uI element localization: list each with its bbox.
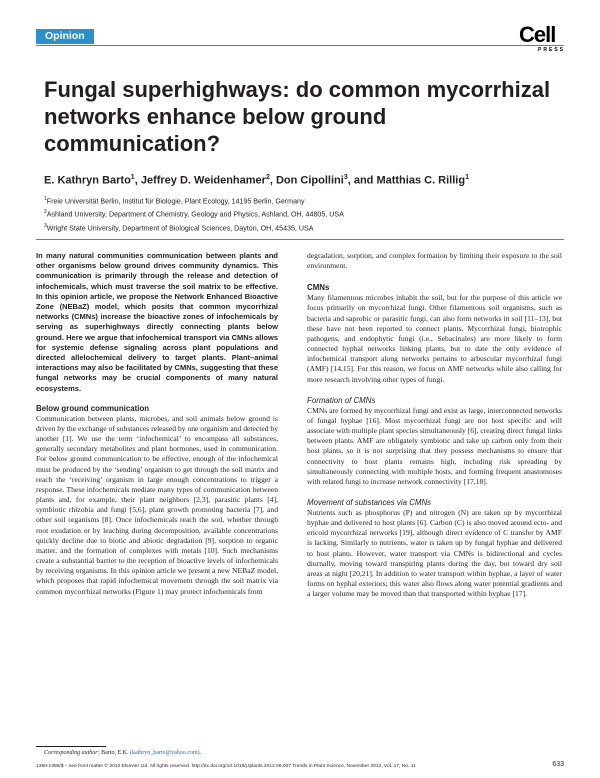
article-title: Fungal superhighways: do common mycorrhizal networks enhance below ground communication? [44, 77, 551, 156]
page-number: 633 [552, 761, 564, 768]
affiliations [44, 194, 574, 234]
author-sup: 1 [465, 174, 469, 181]
author-sep: , and [347, 174, 377, 187]
section-heading: Below ground communication [36, 403, 150, 413]
affiliation-text: Ashland University, Department of Chemistry, Geology and Physics, Ashland, OH, 44805, USA [46, 210, 344, 219]
footnote-rule [36, 746, 106, 747]
affiliation [44, 221, 574, 234]
subsection-heading: Movement of substances via CMNs [307, 497, 432, 507]
corresponding-author [44, 749, 201, 757]
right-column [307, 251, 562, 599]
footnote-label: Corresponding author: [44, 750, 100, 756]
abstract: In many natural communities communication between plants and other organisms below ground drives community dynamics. This communication is primarily through the release and detection of infochemicals, which must traverse the soil matrix to be effective. In this opinion article, we propose the Network Enhanced Bioactive Zone (NEBaZ) model, which posits that common mycorrhizal networks (CMNs) increase the bioactive zones of infochemicals by serving as superhighways directly connecting plants below ground. Here we argue that infochemical transport via CMNs allows for systemic defense signaling across plant populations and directed allelochemical delivery to target plants. Plant–animal interactions may also be facilitated by CMNs, suggesting that these fungal networks may be crucial components of many natural ecosystems. [36, 251, 278, 393]
section-body: Many filamentous microbes inhabit the soil, but for the purpose of this article we focus primarily on mycorrhizal fungi. Other filamentous soil organisms, such as bacteria and saprobic or parasitic fungi, can also form networks in soil [11–13], but these have not been reported to connect plants. Mycorrhizal fungi, biotrophic pathogens, and endophytic fungi (i.e., Sebacinales) are more likely to form connected hyphal networks linking plants, but to date the only evidence of infochemical transport along networks pertains to arbuscular mycorrhizal fungi (AMF) [14,15]. For this reason, we focus on AMF networks while also calling for more research involving other types of fungi. [307, 293, 562, 384]
author-sup: 3 [343, 174, 348, 181]
footnote-name: Barto, E.K. [101, 750, 129, 756]
logo-word: Cell [519, 22, 556, 47]
author-list [44, 171, 574, 188]
author: Don Cipollini [275, 174, 344, 187]
affiliation [44, 194, 574, 207]
author-sup: 2 [265, 174, 270, 181]
affiliation-sup: 1 [44, 196, 47, 202]
author-sep: , [134, 174, 141, 187]
subsection-heading: Formation of CMNs [307, 395, 376, 405]
left-column [36, 251, 278, 597]
logo-sub: PRESS [538, 47, 565, 53]
title-rule [36, 239, 564, 240]
author: Jeffrey D. Weidenhamer [140, 174, 266, 187]
author-sep: , [269, 174, 276, 187]
intro-continuation: degradation, sorption, and complex formation by limiting their exposure to the soil environment. [307, 251, 562, 271]
header-rule [36, 45, 564, 46]
author: E. Kathryn Barto [44, 174, 131, 187]
affiliation [44, 207, 574, 220]
author: Matthias C. Rillig [376, 174, 466, 187]
section-body: Communication between plants, microbes, and soil animals below ground is driven by the exchange of substances released by one organism and detected by another [1]. We use the term ‘infochemical’ to encompass all substances, generally secondary metabolites and plant hormones, used in communication. For below ground communication to be effective, enough of the infochemical must be produced by the ‘sending’ organism to get through the soil matrix and reach the ‘receiving’ organism in large enough concentrations to trigger a response. These infochemicals mediate many types of communication between plants and, for example, their plant neighbors [2,3], parasitic plants [4], symbiotic rhizobia and fungi [5,6], plant growth promoting bacteria [7], and other soil organisms [8]. Once infochemicals reach the soil, whether through root exudation or by leaching during decomposition, available concentrations quickly decline due to biotic and abiotic degradation [9], sorption to organic matter, and the formation of complexes with metals [10]. Such mechanisms create a substantial barrier to the reception of bioactive levels of infochemicals by receiving organisms. In this opinion article we present a new NEBaZ model, which proposes that rapid infochemical movement through the soil matrix via common mycorrhizal networks (Figure 1) may protect infochemicals from [36, 413, 278, 596]
footnote-email[interactable]: (kathryn_barto@yahoo.com). [129, 750, 202, 756]
affiliation-text: Wright State University, Department of Biological Sciences, Dayton, OH, 45435, USA [46, 224, 314, 233]
section-heading: CMNs [307, 283, 330, 293]
cell-press-logo [519, 24, 565, 60]
affiliation-text: Freie Universität Berlin, Institut für Biologie, Plant Ecology, 14195 Berlin, Germany [46, 197, 305, 206]
section-body: CMNs are formed by mycorrhizal fungi and exist as large, interconnected networks of fungal hyphae [16]. Most mycorrhizal fungi are not host specific and will associate with multiple plant species simultaneously [6], creating direct fungal links between plants. AMF are obligately symbiotic and take up carbon only from their host plants, so it is not surprising that they possess mechanisms to ensure that connectivity to host plants remains high, including risk spreading by simultaneously connecting with multiple hosts, and forming frequent anastomoses with related fungi to increase network connectivity [17,18]. [307, 405, 562, 486]
affiliation-sup: 3 [44, 222, 47, 229]
section-tab: Opinion [36, 29, 94, 44]
journal-footer: 1360-1385/$ – see front matter © 2012 Elsevier Ltd. All rights reserved. http://dx.doi.org/10.1016/j.tplants.2012.06.007 Trends in Plant Science, November 2012, Vol. 17, No. 11 [36, 764, 416, 769]
author-sup: 1 [130, 174, 135, 181]
section-body: Nutrients such as phosphorus (P) and nitrogen (N) are taken up by mycorrhizal hyphae and delivered to host plants [6]. Carbon (C) is also moved around ecto- and ericoid mycorrhizal networks [19], although direct evidence of C transfer by AMF is lacking. Similarly to nutrients, water is taken up by fungal hyphae and delivered to host plants. However, water transport via CMNs is bidirectional and cycles diurnally, moving toward transpiring plants during the day, but toward dry soil areas at night [20,21]. In addition to water transport within hyphae, a layer of water forms on hyphal exteriors; this water also flows along water potential gradients and a larger volume may be moved than that transported within hyphae [17]. [307, 507, 562, 599]
affiliation-sup: 2 [44, 209, 47, 216]
